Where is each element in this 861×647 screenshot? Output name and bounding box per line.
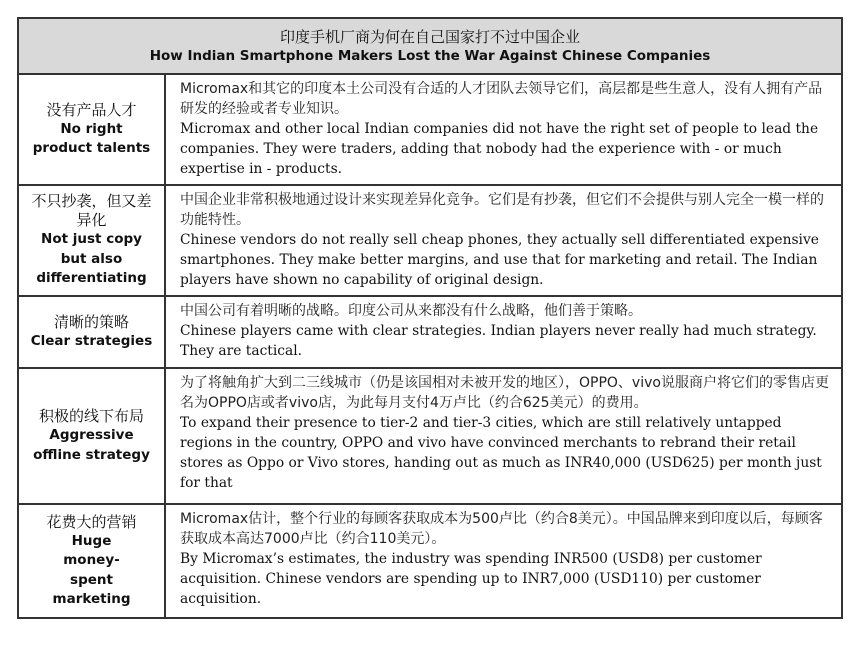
- row-label: [19, 297, 166, 367]
- header-title-zh: 印度手机厂商为何在自己国家打不过中国企业: [279, 27, 580, 46]
- row-description: [166, 505, 841, 617]
- row-label-zh: 花费大的营销: [46, 512, 137, 531]
- row-label-en: Huge money-spent marketing: [52, 532, 131, 607]
- table-row: [19, 505, 841, 617]
- table-header: [19, 19, 841, 75]
- row-label-en: Not just copy but also differentiating: [36, 231, 147, 287]
- row-description: [166, 186, 841, 295]
- table-row: [19, 75, 841, 186]
- row-label-en: Aggressive offline strategy: [33, 427, 150, 463]
- header-title-en: How Indian Smartphone Makers Lost the War Against Chinese Companies: [149, 47, 711, 64]
- row-description-zh: 为了将触角扩大到二三线城市（仍是该国相对未被开发的地区），OPPO、vivo说服商户将它们的零售店更名为OPPO店或者vivo店，为此每月支付4万卢比（约合625美元）的费用。: [180, 375, 829, 411]
- row-description-zh: 中国企业非常积极地通过设计来实现差异化竞争。它们是有抄袭，但它们不会提供与别人完全一模一样的功能特性。: [180, 192, 824, 228]
- row-description-en: Micromax and other local Indian companies did not have the right set of people to lead the companies. They were traders, adding that nobody had the experience with - or much expertise in - products.: [180, 121, 819, 177]
- row-label: [19, 186, 166, 295]
- row-label-zh: 不只抄袭，但又差异化: [31, 192, 152, 230]
- row-label-en: No right product talents: [32, 120, 151, 156]
- row-description-zh: Micromax估计，整个行业的每顾客获取成本为500卢比（约合8美元）。中国品牌来到印度以后，每顾客获取成本高达7000卢比（约合110美元）。: [180, 511, 823, 547]
- row-description: [166, 75, 841, 184]
- row-description: [166, 369, 841, 503]
- row-description-zh: Micromax和其它的印度本土公司没有合适的人才团队去领导它们，高层都是些生意人，没有人拥有产品研发的经验或者专业知识。: [180, 81, 823, 117]
- row-description-en: Chinese vendors do not really sell cheap phones, they actually sell differentiated expensive smartphones. They make better margins, and use that for marketing and retail. The Indian players have shown no capability of original design.: [180, 232, 819, 288]
- comparison-table: [17, 17, 843, 619]
- row-label: [19, 369, 166, 503]
- row-label: [19, 505, 166, 617]
- row-description-zh: 中国公司有着明晰的战略。印度公司从来都没有什么战略，他们善于策略。: [180, 303, 642, 319]
- row-label: [19, 75, 166, 184]
- table-row: [19, 186, 841, 297]
- row-description-en: Chinese players came with clear strategies. Indian players never really had much strategy. They are tactical.: [180, 323, 817, 359]
- row-description-en: To expand their presence to tier-2 and tier-3 cities, which are still relatively untapped regions in the country, OPPO and vivo have convinced merchants to rebrand their retail stores as Oppo or Vivo stores, handing out as much as INR40,000 (USD625) per month just for that: [180, 415, 822, 491]
- row-label-zh: 积极的线下布局: [38, 407, 144, 425]
- table-row: [19, 297, 841, 369]
- table-row: [19, 369, 841, 505]
- row-description: [166, 297, 841, 367]
- row-label-en: Clear strategies: [30, 332, 153, 349]
- row-label-zh: 没有产品人才: [46, 100, 137, 119]
- row-label-zh: 清晰的策略: [53, 312, 129, 331]
- row-description-en: By Micromax’s estimates, the industry was spending INR500 (USD8) per customer acquisition. Chinese vendors are spending up to INR7,000 (USD110) per customer acquisition.: [180, 551, 762, 607]
